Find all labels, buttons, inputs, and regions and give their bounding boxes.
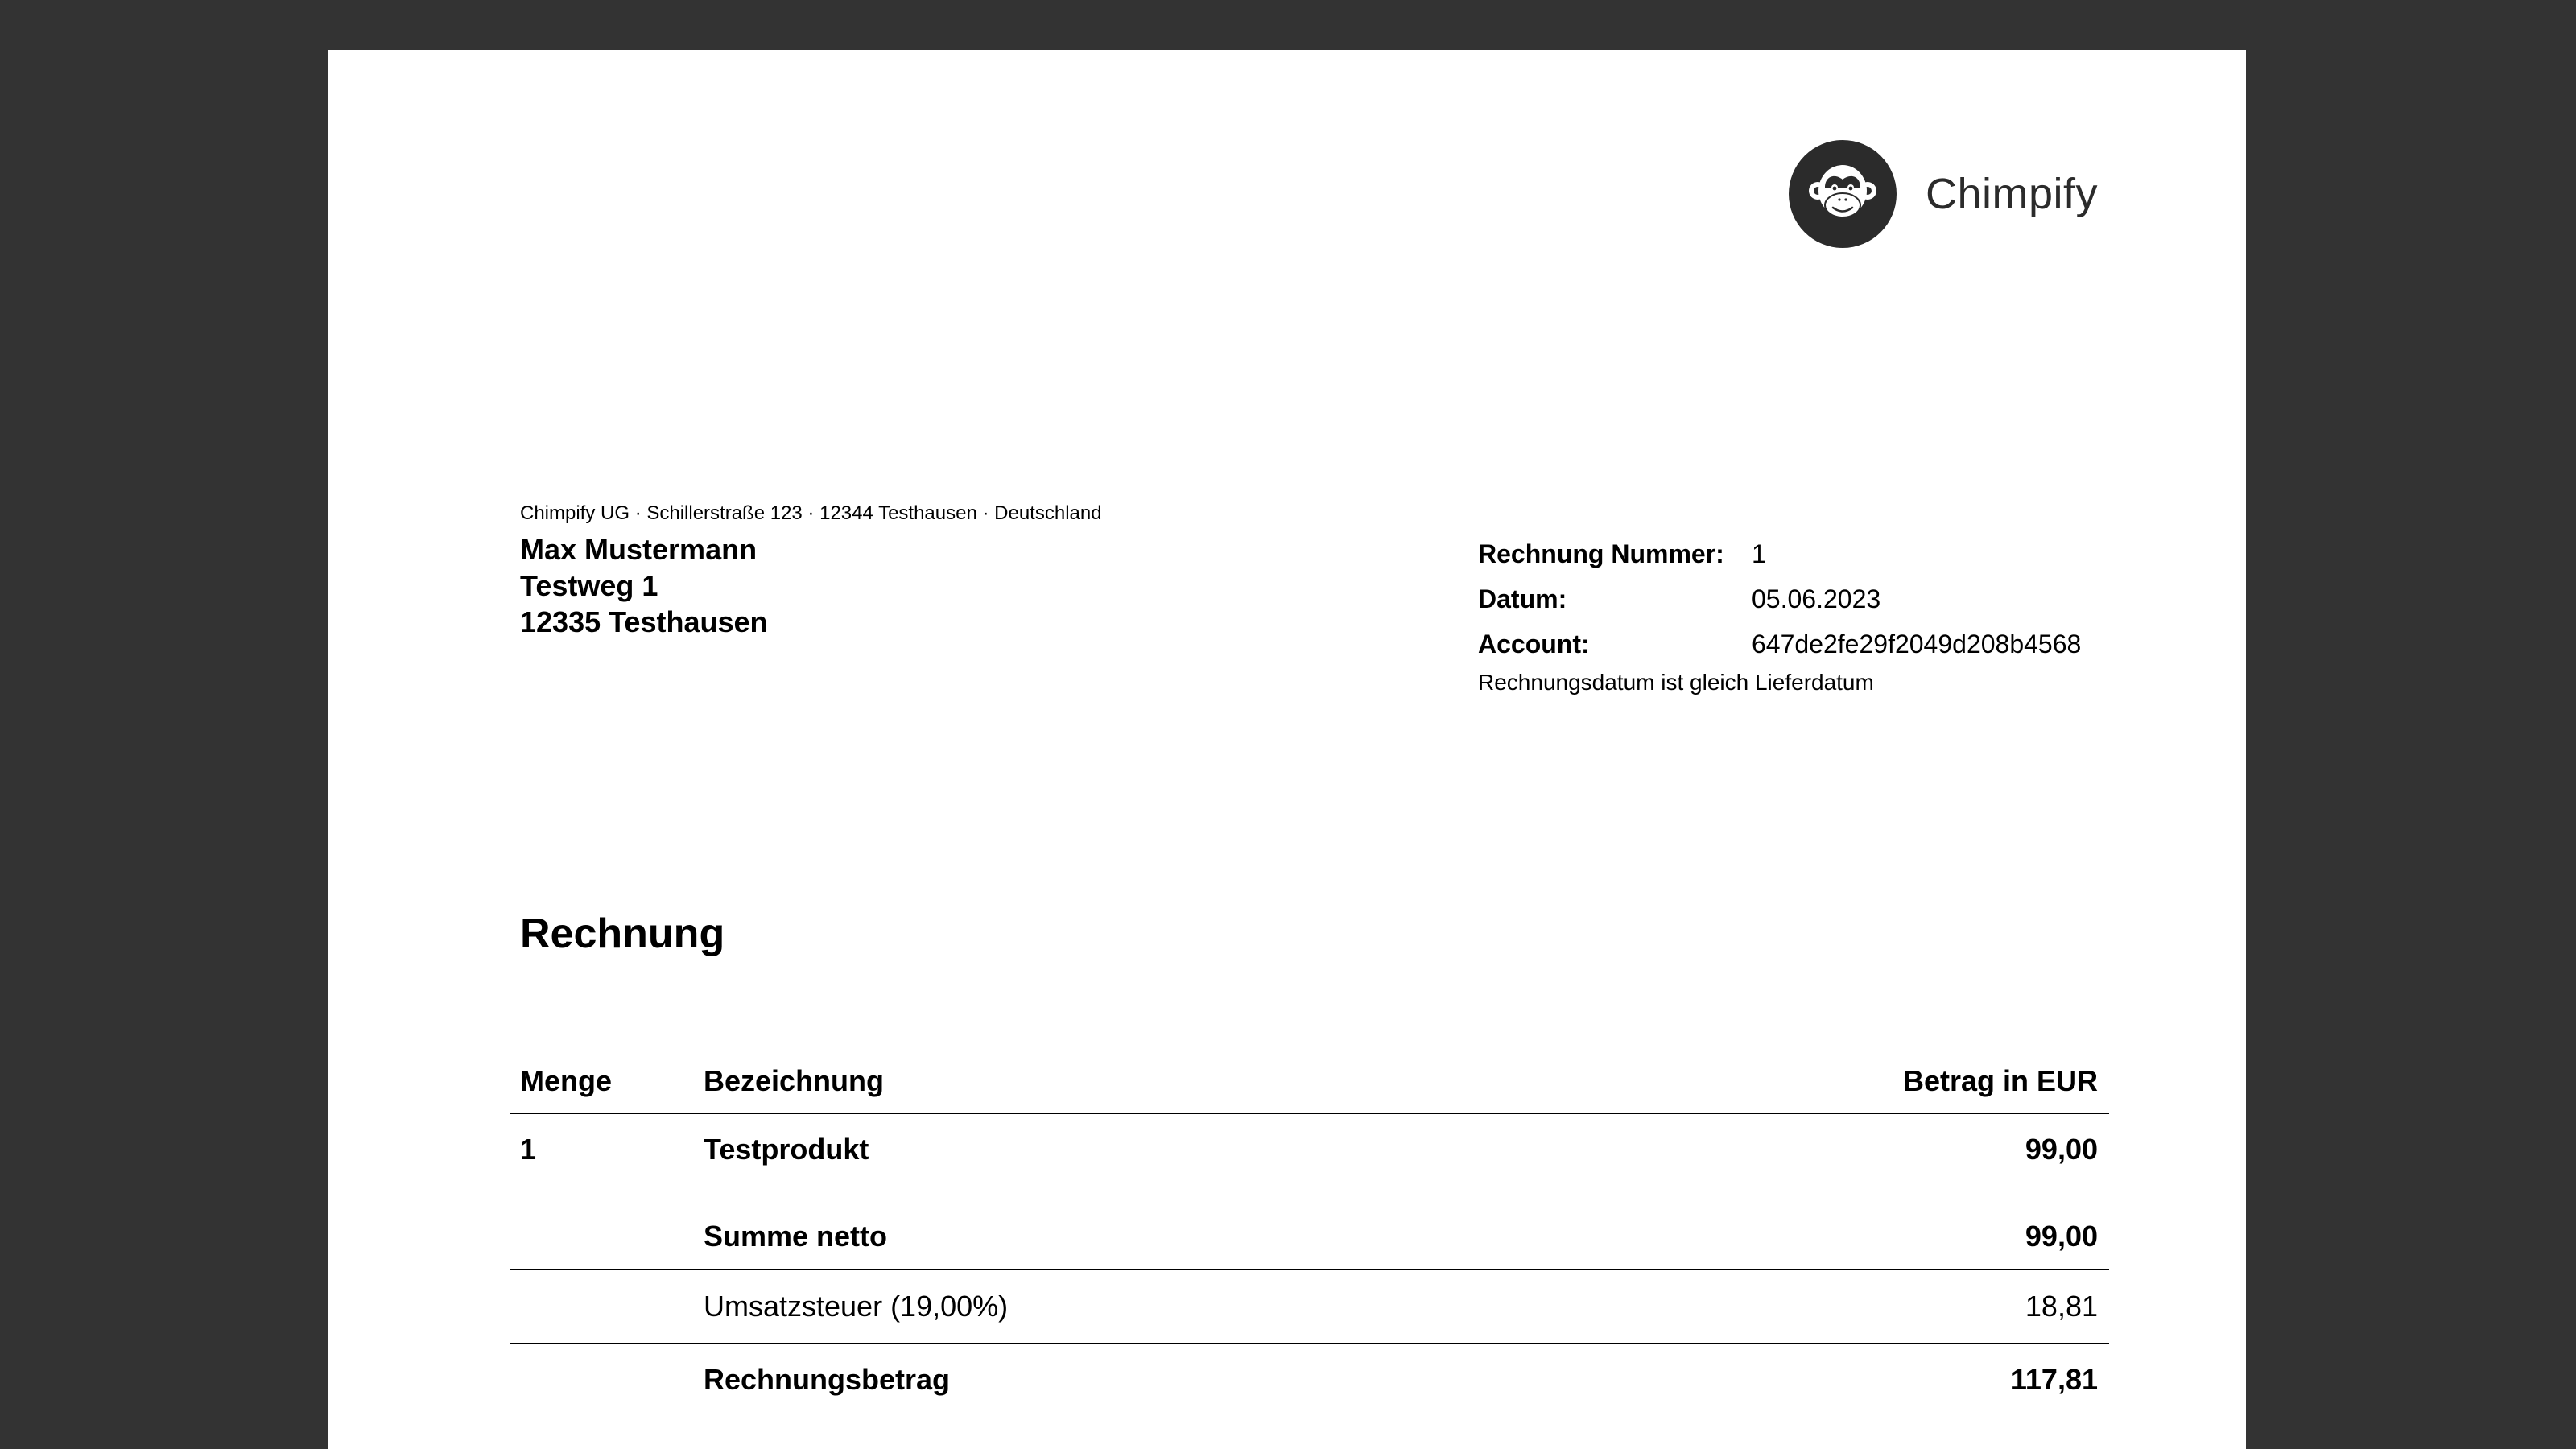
total-label: Rechnungsbetrag <box>704 1363 951 1396</box>
tax-row <box>510 1270 2109 1344</box>
table-header-row <box>510 1050 2109 1114</box>
sender-address-line: Chimpify UG · Schillerstraße 123 · 12344 Testhausen · Deutschland <box>520 502 1102 524</box>
item-amount: 99,00 <box>2025 1133 2098 1166</box>
invoice-date-label: Datum: <box>1478 584 1567 613</box>
table-spacer <box>510 1185 2109 1204</box>
total-row <box>510 1344 2109 1415</box>
invoice-number-row <box>1478 531 2081 576</box>
chimp-face-icon <box>1789 140 1897 248</box>
chimp-face-svg <box>1804 155 1881 233</box>
net-sum-amount: 99,00 <box>2025 1220 2098 1253</box>
account-label: Account: <box>1478 629 1590 658</box>
invoice-number-value: 1 <box>1752 539 1766 568</box>
recipient-street: Testweg 1 <box>520 569 658 602</box>
brand-name: Chimpify <box>1926 170 2099 218</box>
account-value: 647de2fe29f2049d208b4568 <box>1752 629 2082 658</box>
delivery-date-note: Rechnungsdatum ist gleich Lieferdatum <box>1478 670 1874 695</box>
invoice-table <box>510 1050 2109 1415</box>
item-description: Testprodukt <box>704 1133 869 1166</box>
tax-amount: 18,81 <box>2025 1290 2098 1323</box>
header-quantity: Menge <box>520 1064 613 1097</box>
header-description: Bezeichnung <box>704 1064 885 1097</box>
tax-label: Umsatzsteuer (19,00%) <box>704 1290 1009 1323</box>
invoice-date-value: 05.06.2023 <box>1752 584 1881 613</box>
recipient-name: Max Mustermann <box>520 533 758 566</box>
invoice-meta <box>1478 531 2081 696</box>
recipient-city: 12335 Testhausen <box>520 605 768 638</box>
invoice-page <box>328 50 2246 1449</box>
company-logo <box>1789 140 2098 248</box>
total-amount: 117,81 <box>2010 1363 2098 1396</box>
net-sum-label: Summe netto <box>704 1220 888 1253</box>
account-row <box>1478 621 2081 667</box>
document-title: Rechnung <box>520 910 725 957</box>
item-quantity: 1 <box>520 1133 537 1166</box>
table-row <box>510 1114 2109 1185</box>
recipient-address <box>520 531 768 640</box>
invoice-date-row <box>1478 576 2081 621</box>
net-sum-row <box>510 1204 2109 1270</box>
invoice-number-label: Rechnung Nummer: <box>1478 539 1724 568</box>
header-amount: Betrag in EUR <box>1902 1064 2098 1097</box>
